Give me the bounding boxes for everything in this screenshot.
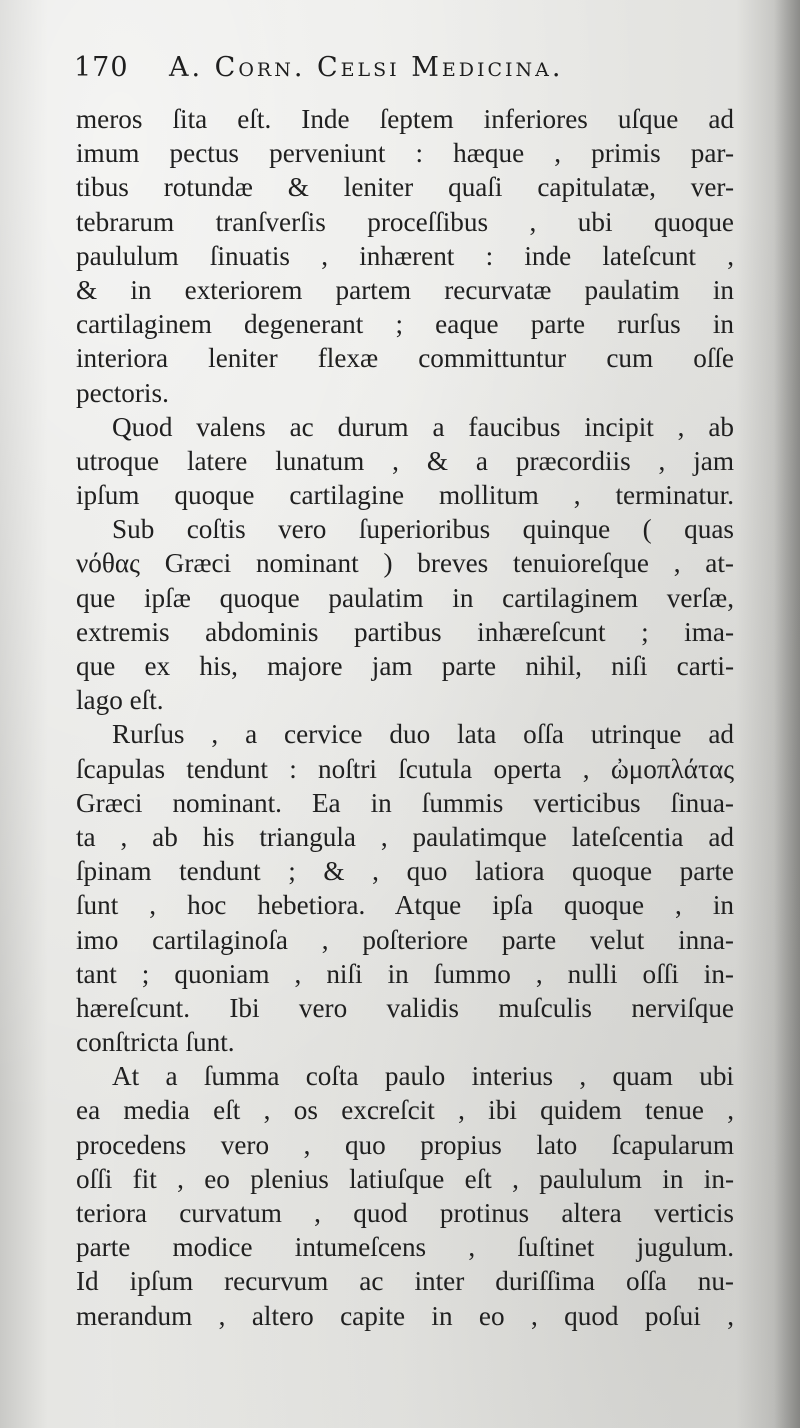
text-line: tant ; quoniam , niſi in ſummo , nulli oſſi in- bbox=[76, 958, 734, 989]
text-line: utroque latere lunatum , & a præcordiis , jam bbox=[76, 445, 734, 476]
running-title: A. Corn. Celsi Medicina. bbox=[169, 52, 564, 83]
body-text bbox=[76, 102, 734, 1333]
text-line: ſcapulas tendunt : noſtri ſcutula operta , ὠμοπλάτας bbox=[76, 753, 734, 784]
text-line: que ex his, majore jam parte nihil, niſi carti- bbox=[76, 651, 734, 681]
text-line: interiora leniter flexæ committuntur cum oſſe bbox=[76, 343, 734, 374]
text-line: teriora curvatum , quod protinus altera verticis bbox=[76, 1198, 734, 1228]
text-line: que ipſæ quoque paulatim in cartilaginem verſæ, bbox=[76, 582, 734, 613]
text-line: paululum ſinuatis , inhærent : inde lateſcunt , bbox=[76, 240, 734, 271]
text-line: At a ſumma coſta paulo interius , quam ubi bbox=[112, 1061, 734, 1092]
page-edge-shadow bbox=[774, 0, 800, 1428]
text-line: Sub coſtis vero ſuperioribus quinque ( quas bbox=[112, 514, 734, 545]
text-line: lago eſt. bbox=[76, 685, 164, 716]
text-line: Id ipſum recurvum ac inter duriſſima oſſa nu- bbox=[76, 1266, 734, 1297]
text-line: extremis abdominis partibus inhæreſcunt ; ima- bbox=[76, 616, 734, 647]
text-line: meros ſita eſt. Inde ſeptem inferiores uſque ad bbox=[76, 104, 734, 134]
text-line: tibus rotundæ & leniter quaſi capitulatæ, ver- bbox=[76, 172, 734, 203]
text-line: imo cartilaginoſa , poſteriore parte velut inna- bbox=[76, 924, 734, 955]
text-line: procedens vero , quo propius lato ſcapularum bbox=[76, 1129, 734, 1160]
text-line: merandum , altero capite in eo , quod poſui , bbox=[76, 1300, 734, 1331]
text-line: ipſum quoque cartilagine mollitum , terminatur. bbox=[76, 480, 734, 511]
text-line: Quod valens ac durum a faucibus incipit , ab bbox=[112, 411, 734, 442]
text-line: & in exteriorem partem recurvatæ paulatim in bbox=[76, 274, 734, 305]
text-line: conſtricta ſunt. bbox=[76, 1027, 235, 1058]
text-line: ta , ab his triangula , paulatimque lateſcentia ad bbox=[76, 821, 734, 852]
text-line: ſunt , hoc hebetiora. Atque ipſa quoque , in bbox=[76, 890, 734, 921]
text-line: imum pectus perveniunt : hæque , primis par- bbox=[76, 138, 734, 169]
page-header bbox=[74, 52, 734, 96]
text-line: ea media eſt , os excreſcit , ibi quidem tenue , bbox=[76, 1095, 734, 1126]
text-line: cartilaginem degenerant ; eaque parte rurſus in bbox=[76, 309, 734, 340]
text-line: Rurſus , a cervice duo lata oſſa utrinque ad bbox=[112, 719, 734, 750]
text-line: tebrarum tranſverſis proceſſibus , ubi quoque bbox=[76, 206, 734, 237]
text-line: pectoris. bbox=[76, 377, 169, 408]
text-line: ſpinam tendunt ; & , quo latiora quoque parte bbox=[76, 856, 734, 887]
text-line: parte modice intumeſcens , ſuſtinet jugulum. bbox=[76, 1232, 734, 1263]
text-line: hæreſcunt. Ibi vero validis muſculis nerviſque bbox=[76, 992, 734, 1023]
text-line: oſſi fit , eo plenius latiuſque eſt , paululum in in- bbox=[76, 1163, 734, 1194]
text-line: νόθας Græci nominant ) breves tenuioreſque , at- bbox=[76, 548, 734, 579]
text-line: Græci nominant. Ea in ſummis verticibus ſinua- bbox=[76, 787, 734, 818]
page-number: 170 bbox=[74, 52, 129, 83]
